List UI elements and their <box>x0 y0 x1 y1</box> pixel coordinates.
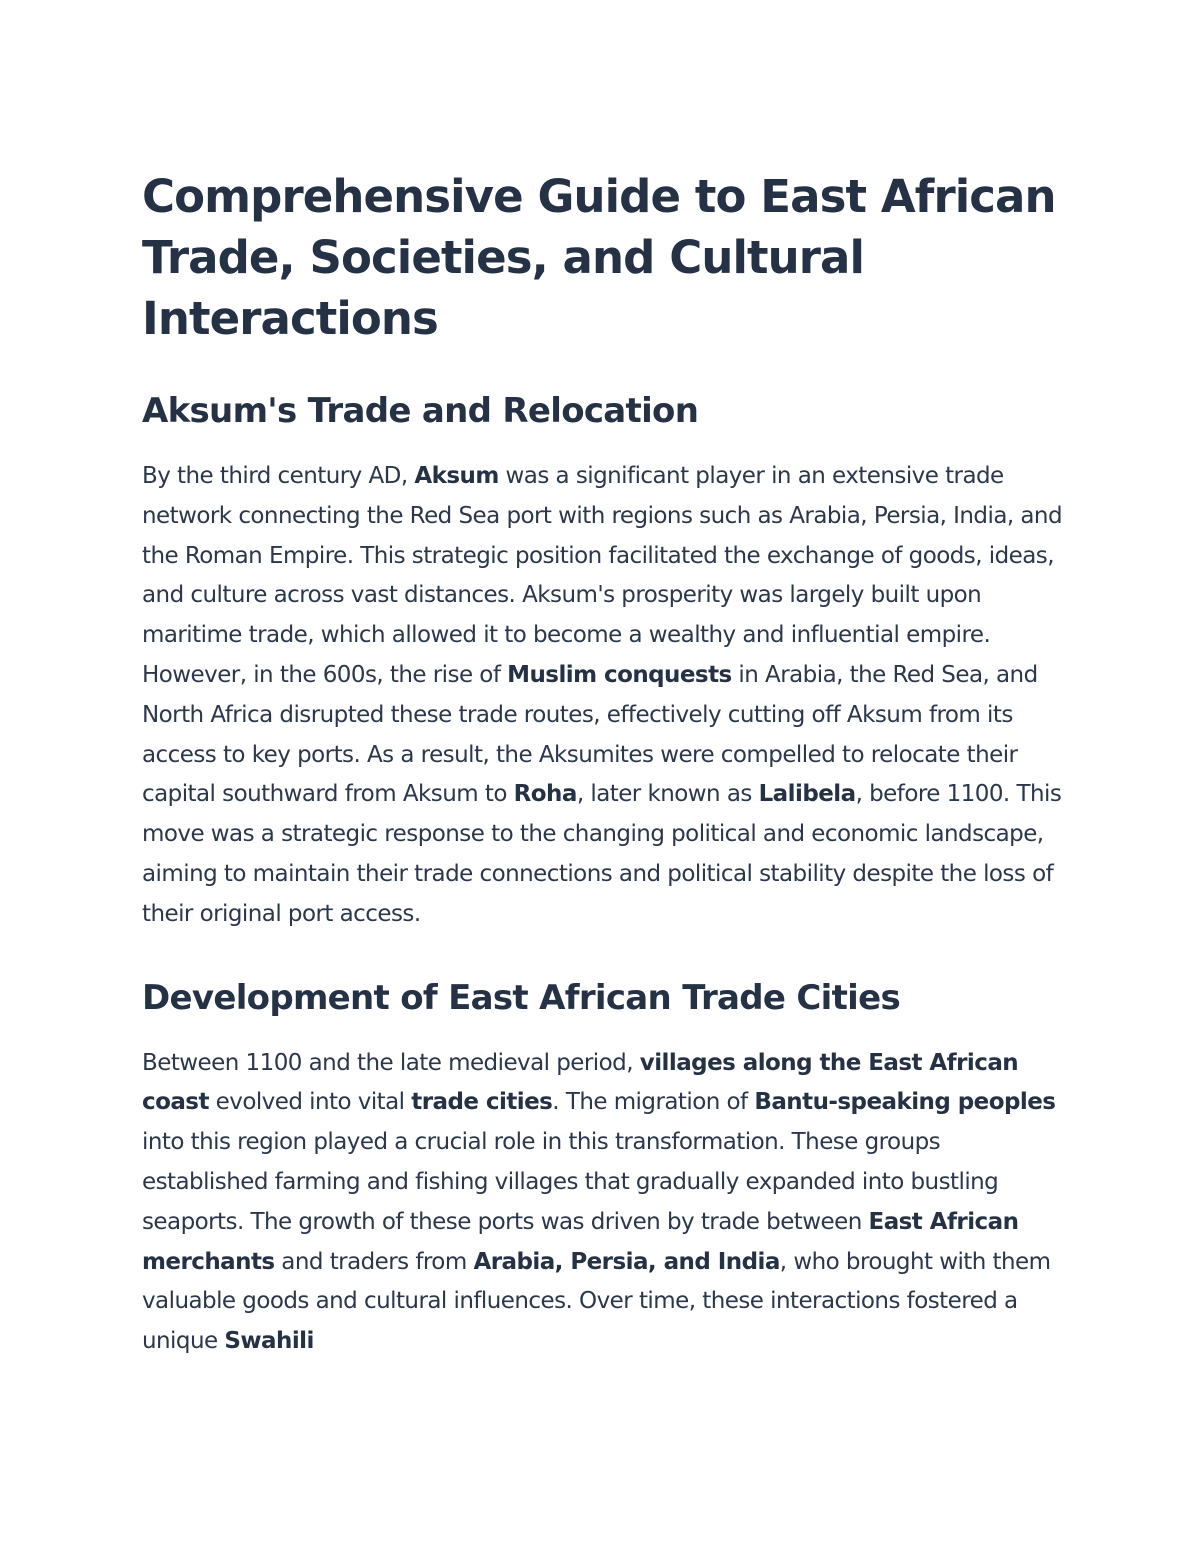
section-paragraph-aksum <box>142 457 1062 935</box>
paragraph-text: , who brought with them valuable goods and cultural influences. Over time, these interactions fostered a unique <box>142 1248 1051 1355</box>
bold-term: Swahili <box>224 1328 314 1355</box>
bold-term: Muslim conquests <box>507 661 732 688</box>
paragraph-text: By the third century AD, <box>142 463 415 489</box>
section-heading-aksum: Aksum's Trade and Relocation <box>142 391 699 431</box>
bold-term: villages along the East African coast <box>142 1049 1019 1116</box>
document-page <box>142 166 1062 1362</box>
bold-term: Lalibela <box>758 781 856 808</box>
bold-term: Bantu-speaking peoples <box>754 1089 1056 1116</box>
bold-term: East African merchants <box>142 1208 1019 1275</box>
bold-term: Roha <box>513 781 577 808</box>
paragraph-text: , before 1100. This move was a strategic response to the changing political and economic landscape, aiming to maintain their trade connections and political stability despite the loss of their original port access. <box>142 781 1062 927</box>
bold-term: Arabia, Persia, and India <box>473 1248 780 1275</box>
paragraph-text: was a significant player in an extensive trade network connecting the Red Sea port with regions such as Arabia, Persia, India, and the Roman Empire. This strategic position facilitated the exchange of goods, ideas, and culture across vast distances. Aksum's prosperity was largely built upon maritime trade, which allowed it to become a wealthy and influential empire. However, in the 600s, the rise of <box>142 463 1063 688</box>
paragraph-text: . The migration of <box>552 1089 755 1116</box>
paragraph-text: and traders from <box>274 1248 474 1275</box>
bold-term: trade cities <box>411 1089 553 1116</box>
paragraph-text: Between 1100 and the late medieval period, <box>142 1049 640 1076</box>
paragraph-text: in Arabia, the Red Sea, and North Africa disrupted these trade routes, effectively cutting off Aksum from its access to key ports. As a result, the Aksumites were compelled to relocate their capital southward from Aksum to <box>142 661 1038 808</box>
paragraph-text: evolved into vital <box>208 1089 412 1116</box>
section-paragraph-trade-cities <box>142 1044 1062 1362</box>
bold-term: Aksum <box>414 463 499 489</box>
paragraph-text: into this region played a crucial role in this transformation. These groups established farming and fishing villages that gradually expanded into bustling seaports. The growth of these ports was driven by trade between <box>142 1129 999 1235</box>
section-heading-trade-cities: Development of East African Trade Cities <box>142 977 901 1018</box>
document-title: Comprehensive Guide to East African Trade, Societies, and Cultural Interactions <box>142 170 1056 345</box>
paragraph-text: , later known as <box>576 781 759 808</box>
